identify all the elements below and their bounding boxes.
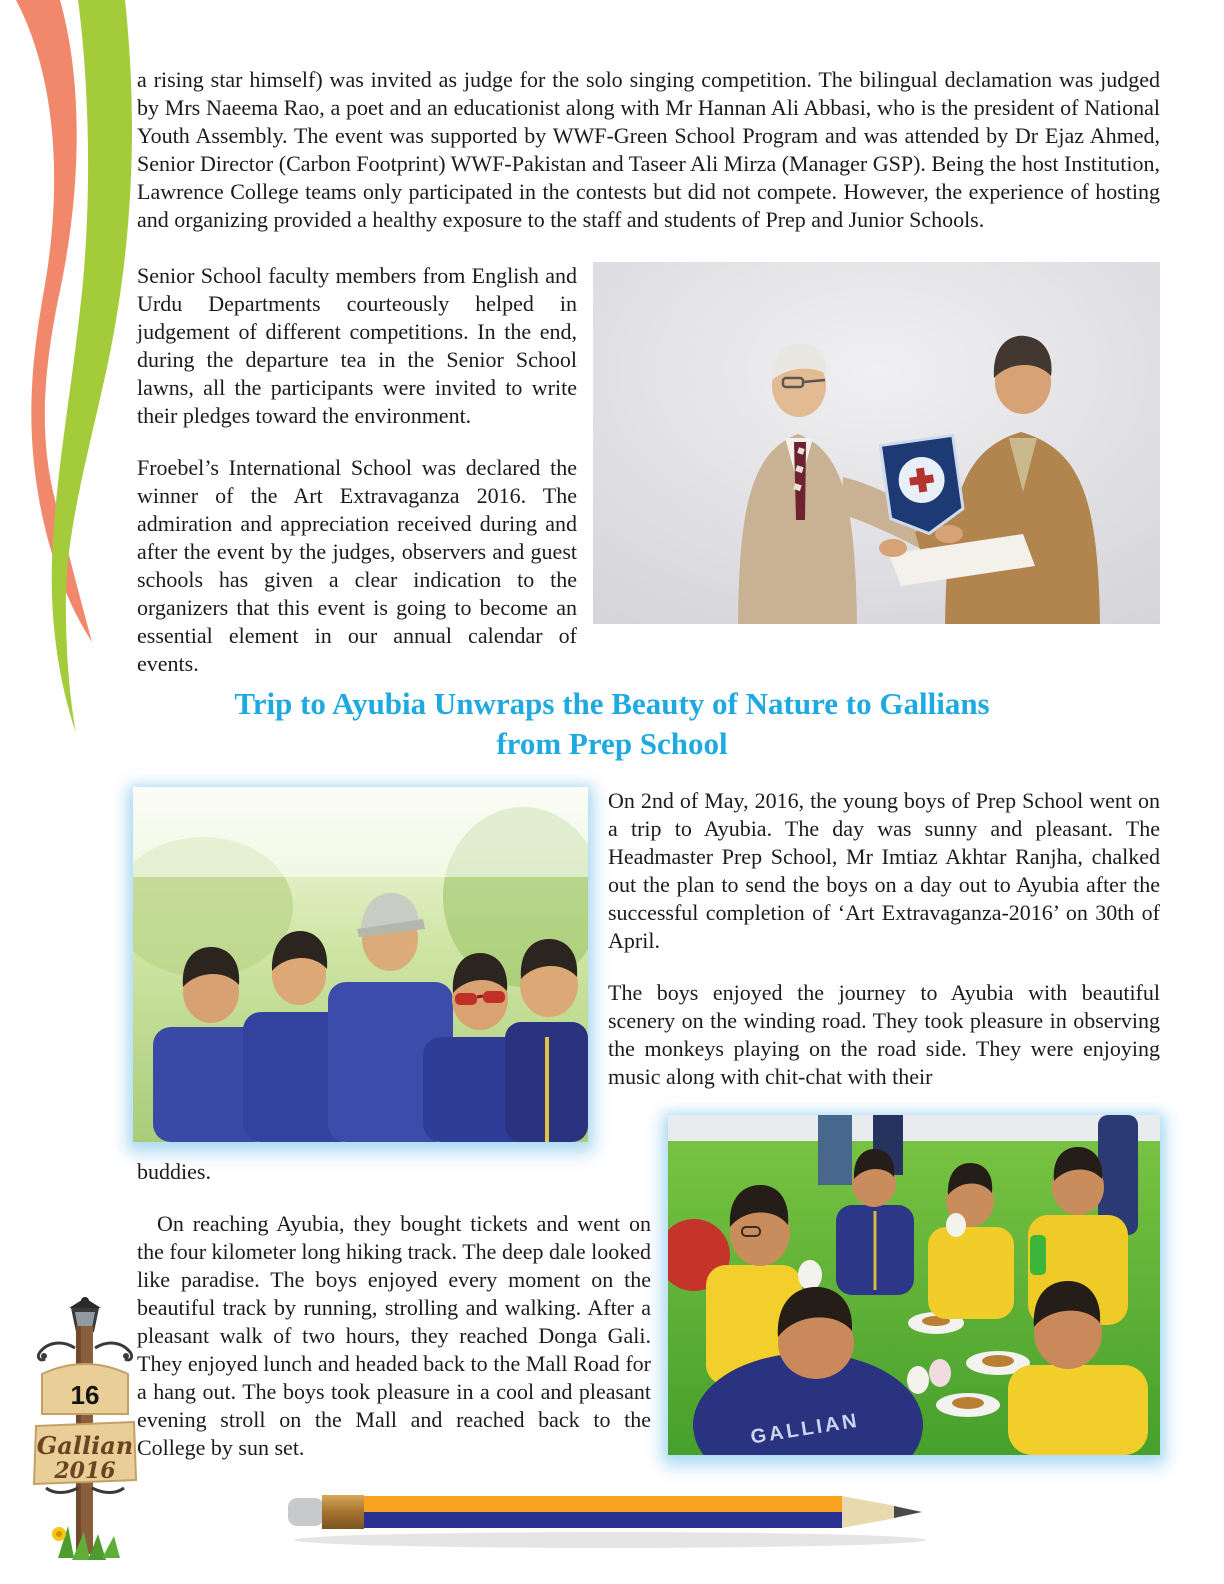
heading-line-2: from Prep School — [496, 726, 728, 761]
jacket-text: GALLIAN — [749, 1409, 862, 1449]
pencil-eraser — [288, 1498, 324, 1526]
heading-line-1: Trip to Ayubia Unwraps the Beauty of Nature to Gallians — [234, 686, 990, 721]
pencil-shadow — [294, 1532, 926, 1548]
pencil-graphic — [280, 1482, 944, 1558]
group-photo-illustration — [133, 787, 588, 1142]
standing-adult-legs — [818, 1115, 852, 1185]
gallian-board — [34, 1422, 136, 1484]
trip-article-heading — [112, 684, 1112, 764]
pencil-ferrule — [322, 1495, 364, 1529]
event-section — [137, 262, 1160, 678]
award-presentation-photo — [593, 262, 1160, 624]
hand — [935, 525, 963, 543]
award-photo-illustration — [593, 262, 1160, 624]
logo-year: 2016 — [54, 1458, 116, 1484]
event-paragraph-winner: Froebel’s International School was declared the winner of the Art Extravaganza 2016. The admiration and appreciation received during and after the event by the judges, observers and guest schools has given a clear indication to the organizers that this event is going to become an essential element in our annual calendar of events. — [137, 455, 577, 676]
pencil-wood-tip — [842, 1496, 900, 1528]
trip-text-continued — [137, 1158, 651, 1462]
page-number-board — [42, 1364, 128, 1414]
page-number-signpost — [28, 1296, 144, 1572]
paper-cup — [907, 1366, 929, 1394]
hand — [879, 539, 907, 557]
page-number: 16 — [70, 1380, 100, 1410]
prep-boys-group-photo — [133, 787, 588, 1142]
picnic-photo — [668, 1115, 1160, 1455]
trip-paragraph-hike: On reaching Ayubia, they bought tickets and went on the four kilometer long hiking track. The deep dale looked like paradise. The boys enjoyed every moment on the beautiful track by running, strolling and walking. After a pleasant walk of two hours, they reached Donga Gali. They enjoyed lunch and headed back to the Mall Road for a hang out. The boys took pleasure in a cool and pleasant evening stroll on the Mall and reached back to the College by sun set. — [137, 1211, 651, 1460]
trip-paragraph-2: The boys enjoyed the journey to Ayubia with beautiful scenery on the winding road. They took pleasure in observing the monkeys playing on the road side. They were enjoying music along with chit-chat with their — [608, 980, 1160, 1089]
trip-text-column — [608, 787, 1160, 1091]
sky-strip — [668, 1115, 1160, 1141]
event-paragraph-faculty: Senior School faculty members from English and Urdu Departments courteously helped in judgement of different competitions. In the end, during the departure tea in the Senior School lawns, all the participants were invited to write their pledges toward the environment. — [137, 263, 577, 428]
pencil-body-top — [364, 1496, 842, 1512]
light-haze — [133, 787, 588, 877]
trip-paragraph-buddies: buddies. — [137, 1159, 211, 1184]
intro-paragraph: a rising star himself) was invited as judge for the solo singing competition. The bilingual declamation was judged by Mrs Naeema Rao, a poet and an educationist along with Mr Hannan Ali Abbasi, who is the president of National Youth Assembly. The event was supported by WWF-Green School Program and was attended by Dr Ejaz Ahmed, Senior Director (Carbon Footprint) WWF-Pakistan and Taseer Ali Mirza (Manager GSP). Being the host Institution, Lawrence College teams only participated in the contests but did not compete. However, the experience of hosting and organizing provided a healthy exposure to the staff and students of Prep and Junior Schools. — [137, 67, 1160, 232]
pencil-graphite-tip — [894, 1506, 922, 1518]
pencil-body-bottom — [364, 1512, 842, 1528]
trip-paragraph-1: On 2nd of May, 2016, the young boys of Prep School went on a trip to Ayubia. The day was sunny and pleasant. The Headmaster Prep School, Mr Imtiaz Akhtar Ranjha, chalked out the plan to send the boys on a day out to Ayubia after the successful completion of ‘Art Extravaganza-2016’ on 30th of April. — [608, 788, 1160, 953]
picnic-photo-illustration — [668, 1115, 1160, 1455]
logo-title: Gallian — [36, 1431, 134, 1460]
paper-cup — [929, 1359, 951, 1387]
trip-section — [133, 787, 1160, 1142]
event-text-column — [137, 262, 577, 678]
